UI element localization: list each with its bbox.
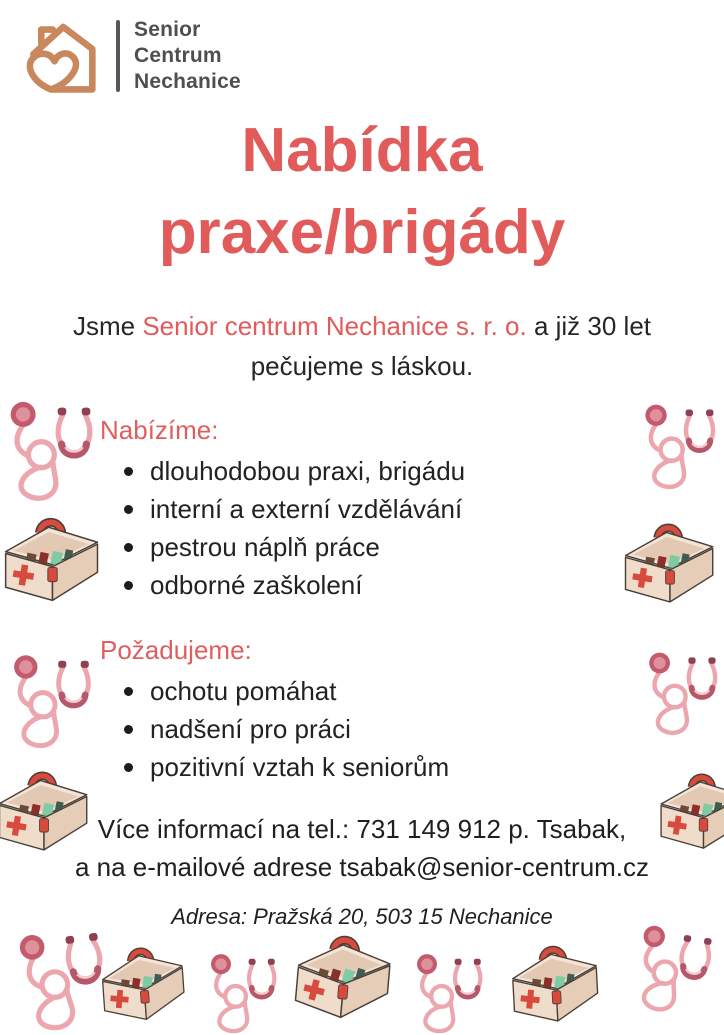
list-item-label: nadšení pro práci — [150, 714, 351, 744]
logo-divider — [116, 20, 120, 92]
stethoscope-icon — [642, 646, 722, 736]
contact-phone-line: Více informací na tel.: 731 149 912 p. Tsabak, — [97, 814, 627, 844]
offer-list — [124, 452, 570, 604]
requirements-heading: Požadujeme: — [100, 635, 252, 665]
stethoscope-icon — [410, 948, 487, 1034]
logo-wordmark — [134, 17, 241, 95]
logo — [14, 12, 241, 100]
intro-prefix: Jsme — [72, 311, 143, 341]
list-item-label: interní a externí vzdělávání — [150, 494, 463, 524]
bullet-dot — [124, 725, 133, 734]
bullet-dot — [124, 467, 133, 476]
list-item-label: dlouhodobou praxi, brigádu — [150, 456, 466, 486]
stethoscope-icon — [626, 917, 720, 1020]
logo-line-2: Centrum — [134, 44, 222, 67]
list-item — [124, 672, 570, 710]
list-item — [124, 710, 570, 748]
house-heart-icon — [14, 12, 102, 100]
title-line-2: praxe/brigády — [158, 198, 566, 267]
first-aid-kit-icon — [506, 940, 606, 1031]
title-line-1: Nabídka — [241, 116, 483, 185]
stethoscope-icon — [2, 394, 98, 502]
list-item — [124, 528, 570, 566]
logo-line-1: Senior — [134, 18, 201, 41]
list-item-label: ochotu pomáhat — [150, 676, 337, 706]
requirements-list — [124, 672, 570, 786]
stethoscope-icon — [6, 648, 96, 749]
offer-heading: Nabízíme: — [100, 415, 219, 445]
first-aid-kit-icon — [620, 520, 720, 609]
bullet-dot — [124, 763, 133, 772]
first-aid-kit-icon — [95, 941, 192, 1029]
bullet-dot — [124, 687, 133, 696]
offer-section — [100, 414, 570, 604]
stethoscope-icon — [204, 948, 281, 1034]
list-item-label: pozitivní vztah k seniorům — [150, 752, 450, 782]
bullet-dot — [124, 581, 133, 590]
list-item — [124, 452, 570, 490]
intro-paragraph — [42, 306, 682, 386]
address-line: Adresa: Pražská 20, 503 15 Nechanice — [171, 904, 553, 929]
page-title — [0, 110, 724, 274]
requirements-section — [100, 634, 570, 786]
list-item-label: odborné zaškolení — [150, 570, 363, 600]
intro-company-name: Senior centrum Nechanice s. r. o. — [142, 311, 527, 341]
first-aid-kit-icon — [0, 514, 105, 608]
contact-info — [0, 810, 724, 886]
stethoscope-icon — [9, 919, 116, 1035]
stethoscope-icon — [638, 398, 720, 490]
contact-email-line: a na e-mailové adrese tsabak@senior-centrum.cz — [74, 852, 650, 882]
intro-suffix: a již 30 let pečujeme s láskou. — [250, 311, 652, 381]
list-item — [124, 490, 570, 528]
bullet-dot — [124, 505, 133, 514]
first-aid-kit-icon — [288, 928, 400, 1030]
list-item-label: pestrou náplň práce — [150, 532, 380, 562]
bullet-dot — [124, 543, 133, 552]
list-item — [124, 566, 570, 604]
list-item — [124, 748, 570, 786]
logo-line-3: Nechanice — [134, 70, 241, 93]
